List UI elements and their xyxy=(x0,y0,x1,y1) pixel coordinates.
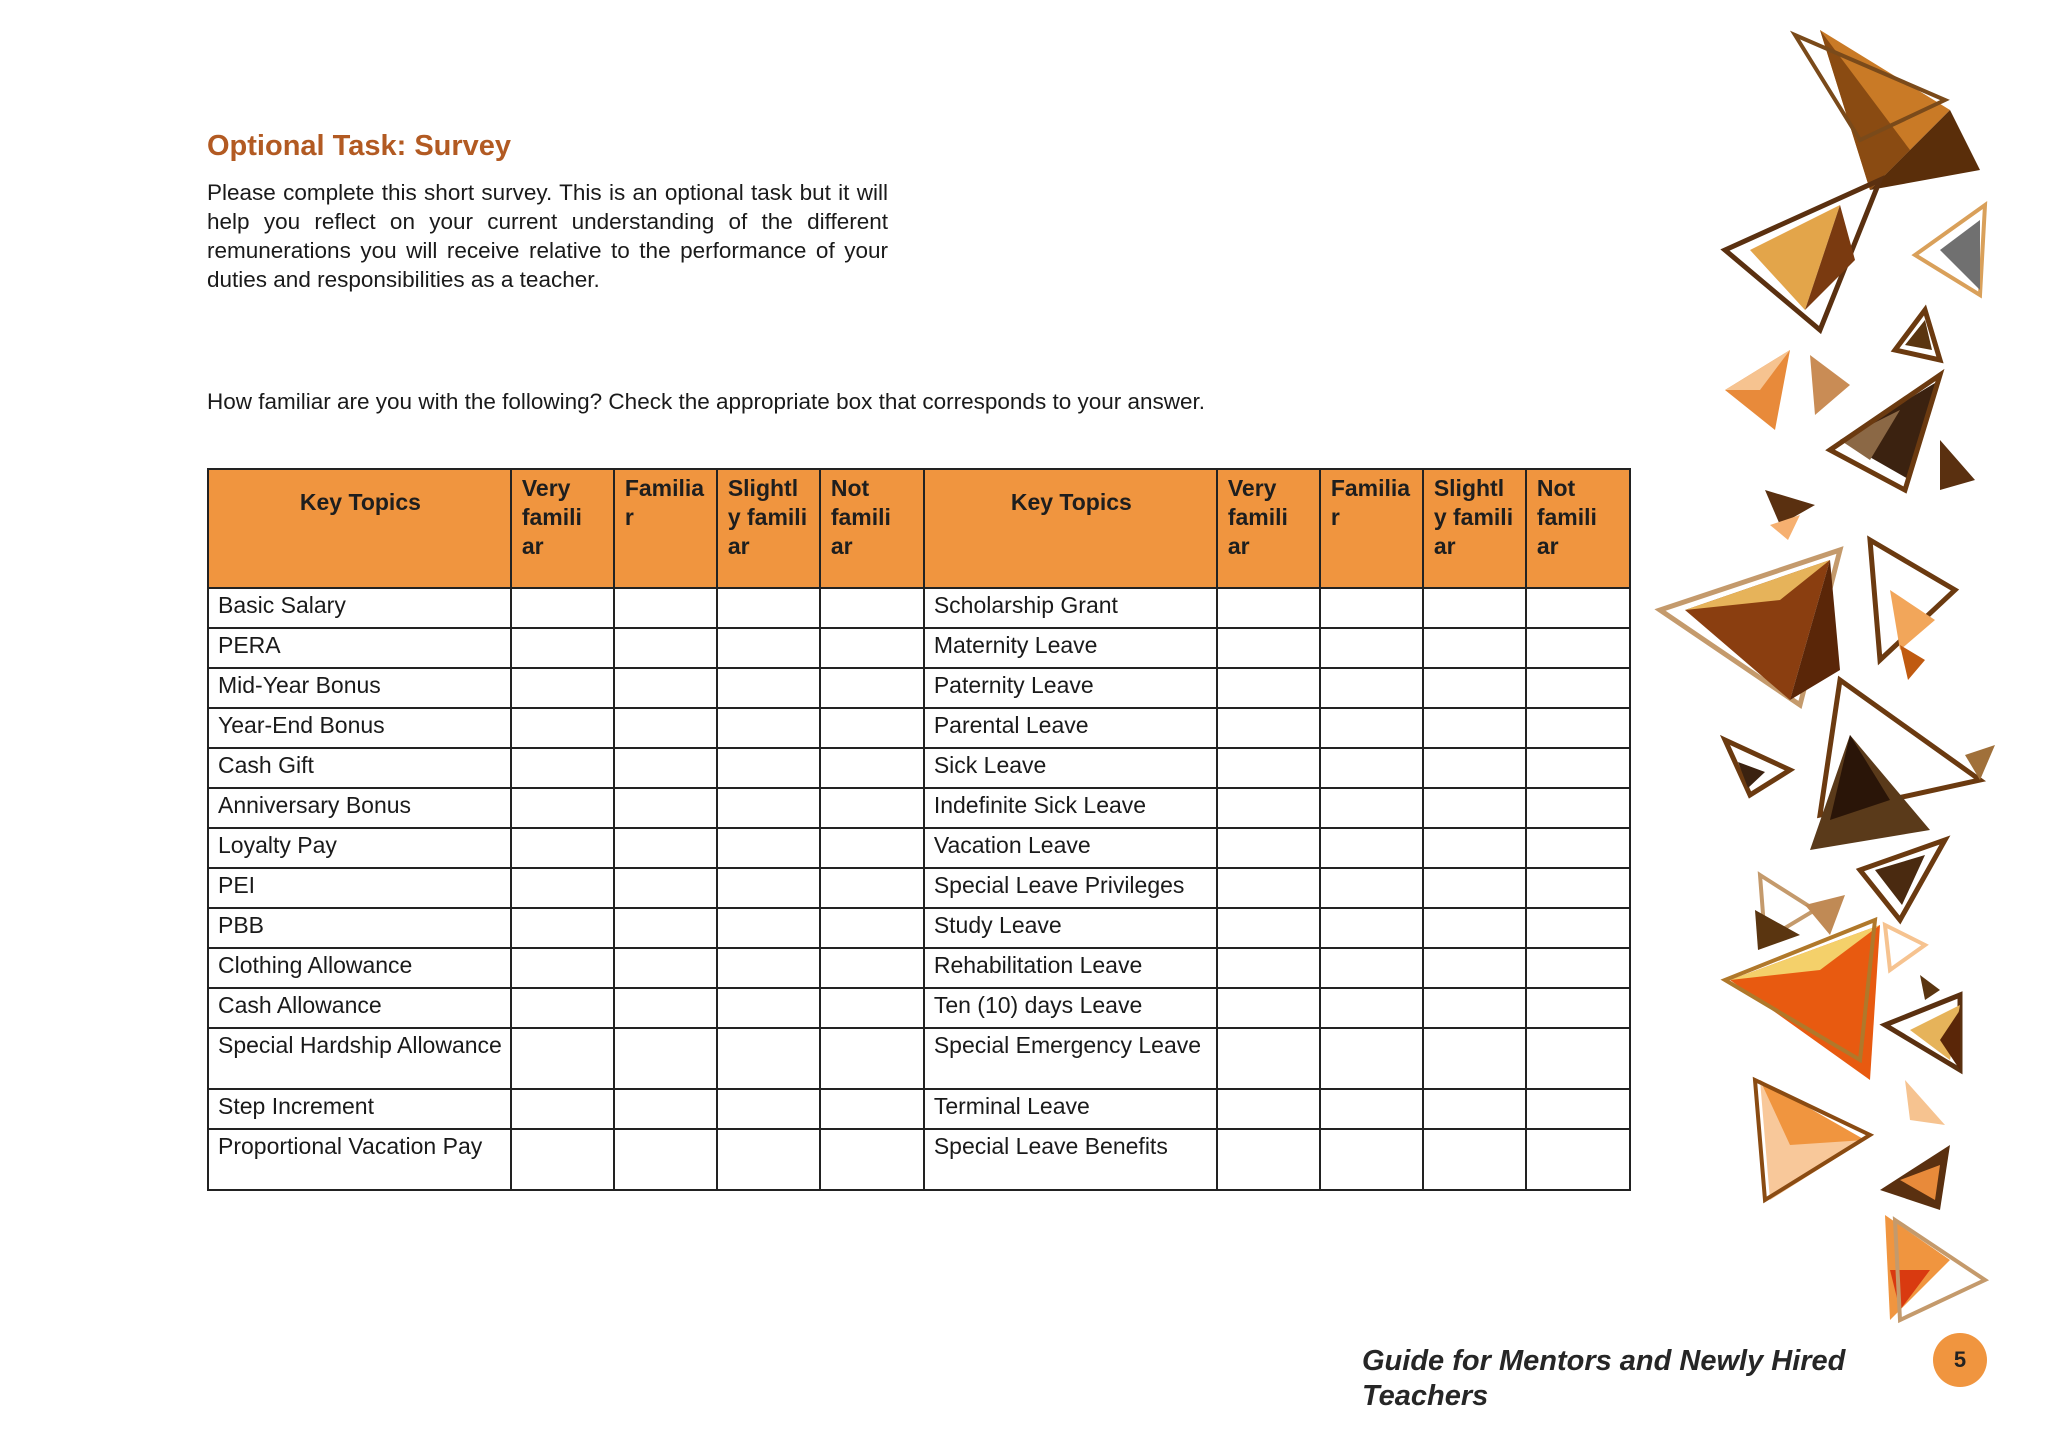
checkbox-slightly-familiar[interactable] xyxy=(717,868,820,908)
checkbox-slightly-familiar[interactable] xyxy=(717,948,820,988)
checkbox-very-familiar[interactable] xyxy=(1217,708,1320,748)
table-row xyxy=(208,748,1630,788)
checkbox-not-familiar[interactable] xyxy=(1526,668,1630,708)
table-row xyxy=(208,1089,1630,1129)
checkbox-slightly-familiar[interactable] xyxy=(1423,1028,1526,1089)
header-key-topics-left: Key Topics xyxy=(208,469,511,588)
checkbox-familiar-familiar[interactable] xyxy=(1320,788,1423,828)
topic-cell-right: Rehabilitation Leave xyxy=(924,948,1217,988)
header-slightly-familiar-left: Slightl y famili ar xyxy=(717,469,820,588)
topic-cell-left: Cash Allowance xyxy=(208,988,511,1028)
topic-cell-left: Clothing Allowance xyxy=(208,948,511,988)
table-row xyxy=(208,1028,1630,1089)
checkbox-slightly-familiar[interactable] xyxy=(1423,948,1526,988)
checkbox-very-familiar[interactable] xyxy=(1217,948,1320,988)
checkbox-very-familiar[interactable] xyxy=(1217,828,1320,868)
checkbox-slightly-familiar[interactable] xyxy=(717,588,820,628)
checkbox-very-familiar[interactable] xyxy=(511,908,614,948)
checkbox-familiar-familiar[interactable] xyxy=(614,988,717,1028)
checkbox-very-familiar[interactable] xyxy=(511,1129,614,1190)
table-row xyxy=(208,668,1630,708)
checkbox-very-familiar[interactable] xyxy=(511,828,614,868)
topic-cell-right: Scholarship Grant xyxy=(924,588,1217,628)
checkbox-slightly-familiar[interactable] xyxy=(1423,788,1526,828)
topic-cell-left: Cash Gift xyxy=(208,748,511,788)
checkbox-slightly-familiar[interactable] xyxy=(1423,708,1526,748)
checkbox-very-familiar[interactable] xyxy=(1217,868,1320,908)
checkbox-familiar-familiar[interactable] xyxy=(1320,908,1423,948)
topic-cell-right: Vacation Leave xyxy=(924,828,1217,868)
checkbox-not-familiar[interactable] xyxy=(1526,1089,1630,1129)
topic-cell-right: Special Leave Benefits xyxy=(924,1129,1217,1190)
header-not-familiar-right: Not famili ar xyxy=(1526,469,1630,588)
checkbox-slightly-familiar[interactable] xyxy=(717,708,820,748)
topic-cell-right: Special Leave Privileges xyxy=(924,868,1217,908)
checkbox-slightly-familiar[interactable] xyxy=(717,988,820,1028)
checkbox-very-familiar[interactable] xyxy=(1217,588,1320,628)
topic-cell-right: Terminal Leave xyxy=(924,1089,1217,1129)
topic-cell-right: Ten (10) days Leave xyxy=(924,988,1217,1028)
header-key-topics-right: Key Topics xyxy=(924,469,1217,588)
topic-cell-left: Year-End Bonus xyxy=(208,708,511,748)
topic-cell-left: Basic Salary xyxy=(208,588,511,628)
table-row xyxy=(208,708,1630,748)
checkbox-slightly-familiar[interactable] xyxy=(717,748,820,788)
checkbox-not-familiar[interactable] xyxy=(1526,1028,1630,1089)
checkbox-very-familiar[interactable] xyxy=(511,708,614,748)
checkbox-very-familiar[interactable] xyxy=(511,588,614,628)
intro-paragraph: Please complete this short survey. This is an optional task but it will help you reflect on your current understanding of the different remunerations you will receive relative to the performance of your duties and responsibilities as a teacher. xyxy=(207,180,888,292)
topic-cell-right: Indefinite Sick Leave xyxy=(924,788,1217,828)
checkbox-familiar-familiar[interactable] xyxy=(1320,588,1423,628)
checkbox-not-familiar[interactable] xyxy=(820,1129,924,1190)
checkbox-familiar-familiar[interactable] xyxy=(1320,1028,1423,1089)
checkbox-very-familiar[interactable] xyxy=(1217,668,1320,708)
checkbox-familiar-familiar[interactable] xyxy=(614,708,717,748)
header-very-familiar-left: Very famili ar xyxy=(511,469,614,588)
checkbox-not-familiar[interactable] xyxy=(820,588,924,628)
checkbox-familiar-familiar[interactable] xyxy=(614,788,717,828)
checkbox-not-familiar[interactable] xyxy=(820,988,924,1028)
checkbox-slightly-familiar[interactable] xyxy=(1423,828,1526,868)
checkbox-not-familiar[interactable] xyxy=(820,948,924,988)
checkbox-not-familiar[interactable] xyxy=(1526,908,1630,948)
topic-cell-right: Study Leave xyxy=(924,908,1217,948)
checkbox-very-familiar[interactable] xyxy=(511,668,614,708)
checkbox-not-familiar[interactable] xyxy=(820,628,924,668)
checkbox-slightly-familiar[interactable] xyxy=(717,908,820,948)
topic-cell-right: Parental Leave xyxy=(924,708,1217,748)
topic-cell-right: Special Emergency Leave xyxy=(924,1028,1217,1089)
header-not-familiar-left: Not famili ar xyxy=(820,469,924,588)
checkbox-not-familiar[interactable] xyxy=(1526,708,1630,748)
checkbox-slightly-familiar[interactable] xyxy=(717,828,820,868)
table-row xyxy=(208,1129,1630,1190)
checkbox-familiar-familiar[interactable] xyxy=(1320,628,1423,668)
decorative-triangles xyxy=(1640,20,2010,1340)
checkbox-not-familiar[interactable] xyxy=(1526,588,1630,628)
table-row xyxy=(208,628,1630,668)
checkbox-familiar-familiar[interactable] xyxy=(614,1028,717,1089)
checkbox-familiar-familiar[interactable] xyxy=(614,948,717,988)
checkbox-not-familiar[interactable] xyxy=(1526,788,1630,828)
checkbox-not-familiar[interactable] xyxy=(820,1089,924,1129)
checkbox-very-familiar[interactable] xyxy=(1217,1028,1320,1089)
checkbox-not-familiar[interactable] xyxy=(820,1028,924,1089)
checkbox-not-familiar[interactable] xyxy=(820,748,924,788)
checkbox-very-familiar[interactable] xyxy=(1217,1129,1320,1190)
checkbox-slightly-familiar[interactable] xyxy=(717,1089,820,1129)
checkbox-very-familiar[interactable] xyxy=(511,628,614,668)
checkbox-familiar-familiar[interactable] xyxy=(614,628,717,668)
checkbox-slightly-familiar[interactable] xyxy=(1423,908,1526,948)
checkbox-familiar-familiar[interactable] xyxy=(1320,948,1423,988)
checkbox-slightly-familiar[interactable] xyxy=(717,668,820,708)
checkbox-very-familiar[interactable] xyxy=(511,1028,614,1089)
checkbox-slightly-familiar[interactable] xyxy=(1423,588,1526,628)
checkbox-not-familiar[interactable] xyxy=(1526,1129,1630,1190)
page-number-badge: 5 xyxy=(1933,1333,1987,1387)
checkbox-not-familiar[interactable] xyxy=(1526,828,1630,868)
checkbox-slightly-familiar[interactable] xyxy=(1423,1129,1526,1190)
topic-cell-left: Anniversary Bonus xyxy=(208,788,511,828)
checkbox-slightly-familiar[interactable] xyxy=(717,628,820,668)
checkbox-familiar-familiar[interactable] xyxy=(1320,708,1423,748)
checkbox-familiar-familiar[interactable] xyxy=(1320,1089,1423,1129)
checkbox-very-familiar[interactable] xyxy=(1217,988,1320,1028)
checkbox-familiar-familiar[interactable] xyxy=(614,1089,717,1129)
topic-cell-right: Maternity Leave xyxy=(924,628,1217,668)
checkbox-not-familiar[interactable] xyxy=(1526,628,1630,668)
checkbox-not-familiar[interactable] xyxy=(820,788,924,828)
table-row xyxy=(208,908,1630,948)
checkbox-familiar-familiar[interactable] xyxy=(1320,1129,1423,1190)
checkbox-very-familiar[interactable] xyxy=(511,988,614,1028)
header-very-familiar-right: Very famili ar xyxy=(1217,469,1320,588)
header-slightly-familiar-right: Slightl y famili ar xyxy=(1423,469,1526,588)
checkbox-not-familiar[interactable] xyxy=(1526,868,1630,908)
topic-cell-left: Mid-Year Bonus xyxy=(208,668,511,708)
checkbox-slightly-familiar[interactable] xyxy=(1423,748,1526,788)
topic-cell-right: Paternity Leave xyxy=(924,668,1217,708)
checkbox-not-familiar[interactable] xyxy=(820,908,924,948)
topic-cell-left: Special Hardship Allowance xyxy=(208,1028,511,1089)
topic-cell-left: PERA xyxy=(208,628,511,668)
checkbox-familiar-familiar[interactable] xyxy=(614,828,717,868)
checkbox-familiar-familiar[interactable] xyxy=(1320,828,1423,868)
checkbox-not-familiar[interactable] xyxy=(820,828,924,868)
checkbox-very-familiar[interactable] xyxy=(511,1089,614,1129)
topic-cell-right: Sick Leave xyxy=(924,748,1217,788)
survey-question: How familiar are you with the following? Check the appropriate box that corresponds to your answer. xyxy=(207,389,1206,414)
checkbox-familiar-familiar[interactable] xyxy=(1320,988,1423,1028)
topic-cell-left: Proportional Vacation Pay xyxy=(208,1129,511,1190)
checkbox-very-familiar[interactable] xyxy=(1217,788,1320,828)
checkbox-not-familiar[interactable] xyxy=(1526,748,1630,788)
checkbox-slightly-familiar[interactable] xyxy=(1423,988,1526,1028)
checkbox-very-familiar[interactable] xyxy=(1217,908,1320,948)
topic-cell-left: Loyalty Pay xyxy=(208,828,511,868)
checkbox-not-familiar[interactable] xyxy=(820,668,924,708)
checkbox-very-familiar[interactable] xyxy=(1217,748,1320,788)
checkbox-not-familiar[interactable] xyxy=(1526,948,1630,988)
table-row xyxy=(208,788,1630,828)
checkbox-very-familiar[interactable] xyxy=(511,868,614,908)
checkbox-slightly-familiar[interactable] xyxy=(717,788,820,828)
checkbox-familiar-familiar[interactable] xyxy=(614,748,717,788)
table-header-row xyxy=(208,469,1630,588)
survey-table xyxy=(207,468,1631,1191)
checkbox-familiar-familiar[interactable] xyxy=(1320,748,1423,788)
topic-cell-left: Step Increment xyxy=(208,1089,511,1129)
checkbox-familiar-familiar[interactable] xyxy=(1320,668,1423,708)
table-row xyxy=(208,988,1630,1028)
checkbox-familiar-familiar[interactable] xyxy=(614,908,717,948)
table-row xyxy=(208,948,1630,988)
table-row xyxy=(208,828,1630,868)
checkbox-slightly-familiar[interactable] xyxy=(717,1028,820,1089)
checkbox-not-familiar[interactable] xyxy=(820,868,924,908)
checkbox-familiar-familiar[interactable] xyxy=(614,1129,717,1190)
checkbox-slightly-familiar[interactable] xyxy=(1423,868,1526,908)
checkbox-very-familiar[interactable] xyxy=(1217,1089,1320,1129)
checkbox-slightly-familiar[interactable] xyxy=(1423,668,1526,708)
checkbox-slightly-familiar[interactable] xyxy=(717,1129,820,1190)
topic-cell-left: PEI xyxy=(208,868,511,908)
table-row xyxy=(208,588,1630,628)
checkbox-slightly-familiar[interactable] xyxy=(1423,1089,1526,1129)
checkbox-familiar-familiar[interactable] xyxy=(1320,868,1423,908)
checkbox-familiar-familiar[interactable] xyxy=(614,588,717,628)
checkbox-not-familiar[interactable] xyxy=(1526,988,1630,1028)
header-familiar-right: Familia r xyxy=(1320,469,1423,588)
checkbox-very-familiar[interactable] xyxy=(511,948,614,988)
checkbox-very-familiar[interactable] xyxy=(1217,628,1320,668)
section-title: Optional Task: Survey xyxy=(207,130,512,162)
table-row xyxy=(208,868,1630,908)
guide-title: Guide for Mentors and Newly Hired Teachers xyxy=(1362,1345,1846,1412)
checkbox-familiar-familiar[interactable] xyxy=(614,868,717,908)
checkbox-familiar-familiar[interactable] xyxy=(614,668,717,708)
header-familiar-left: Familia r xyxy=(614,469,717,588)
topic-cell-left: PBB xyxy=(208,908,511,948)
checkbox-slightly-familiar[interactable] xyxy=(1423,628,1526,668)
checkbox-very-familiar[interactable] xyxy=(511,748,614,788)
checkbox-very-familiar[interactable] xyxy=(511,788,614,828)
checkbox-not-familiar[interactable] xyxy=(820,708,924,748)
